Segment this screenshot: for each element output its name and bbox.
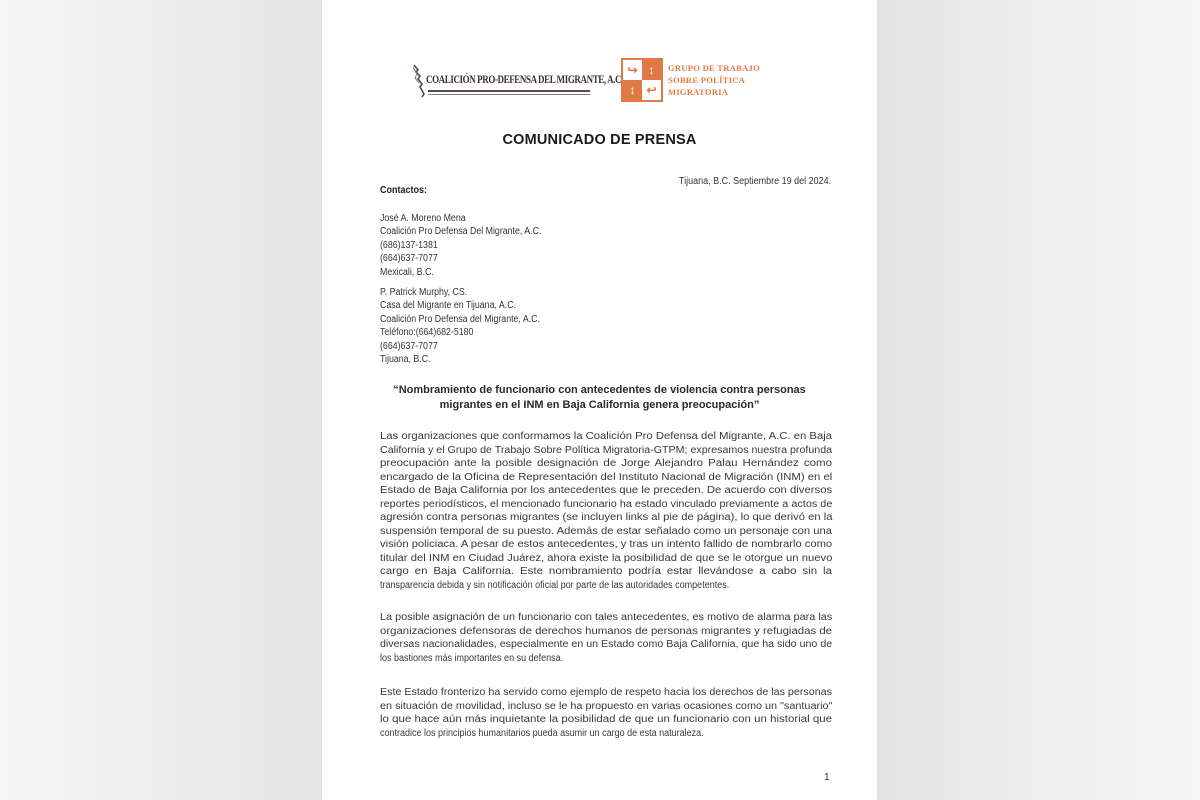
contact-phone: (686)137-1381 bbox=[380, 239, 438, 251]
contact-name: José A. Moreno Mena bbox=[380, 213, 466, 224]
header-logos bbox=[408, 58, 768, 108]
paragraph-line: agresión contra personas migrantes (se incluyen links al pie de página), lo que derivó en la bbox=[380, 512, 833, 524]
arrow-curve-right-icon: ↪ bbox=[623, 60, 642, 80]
contact-phone: (664)637-7077 bbox=[380, 253, 438, 265]
coalicion-logo bbox=[408, 62, 623, 102]
paragraph-line: transparencia debida y sin notificación oficial por parte de las autoridades competentes. bbox=[380, 580, 730, 592]
divider bbox=[428, 94, 590, 95]
headline-line: migrantes en el INM en Baja California genera preocupación” bbox=[439, 399, 760, 411]
paragraph-line: lo que hace aún más inquietante la posibilidad de que un funcionario con un historial que bbox=[380, 714, 832, 726]
paragraph-line: reportes periodísticos, el mencionado funcionario ha estado vinculado previamente a actos de bbox=[380, 498, 833, 510]
paragraph-line: Este Estado fronterizo ha servido como ejemplo de respeto hacia los derechos de las personas bbox=[380, 687, 832, 698]
paragraph-line: La posible asignación de un funcionario con tales antecedentes, es motivo de alarma para las bbox=[380, 612, 833, 623]
gtpm-name-line: SOBRE POLÍTICA bbox=[668, 75, 746, 85]
gtpm-emblem bbox=[621, 58, 663, 102]
body-paragraph-1 bbox=[380, 430, 832, 593]
contact-organization: Coalición Pro Defensa Del Migrante, A.C. bbox=[380, 226, 542, 238]
paragraph-line: California y el Grupo de Trabajo Sobre Política Migratoria-GTPM; expresamos nuestra profunda bbox=[380, 444, 833, 456]
contact-phone: Teléfono:(664)682-5180 bbox=[380, 327, 474, 339]
date-line: Tijuana, B.C. Septiembre 19 del 2024. bbox=[678, 176, 831, 187]
contacts-label: Contactos: bbox=[380, 185, 428, 196]
coalicion-name: COALICIÓN PRO-DEFENSA DEL MIGRANTE, A.C. bbox=[426, 74, 623, 86]
paragraph-line: suspensión temporal de su puesto. Además de estar señalado como un personaje con una bbox=[380, 525, 832, 537]
gtpm-name-line: GRUPO DE TRABAJO bbox=[668, 63, 761, 73]
paragraph-line: contradice los principios humanitarios pueda asumir un cargo de esta naturaleza. bbox=[380, 727, 704, 739]
contact-block-murphy bbox=[380, 286, 562, 366]
feather-quill-icon bbox=[412, 64, 426, 98]
paragraph-line: diversas nacionalidades, especialmente en un Estado como Baja California, que ha sido uno de bbox=[380, 639, 833, 651]
page-number: 1 bbox=[824, 772, 830, 783]
contact-block-moreno bbox=[380, 212, 563, 279]
headline bbox=[362, 383, 837, 413]
paragraph-line: encargado de la Oficina de Representación del Instituto Nacional de Migración (INM) en el bbox=[380, 471, 833, 483]
paragraph-line: titular del INM en Ciudad Juárez, ahora existe la posibilidad de que se le otorgue un nuevo bbox=[380, 552, 833, 564]
contact-city: Tijuana, B.C. bbox=[380, 354, 431, 366]
gtpm-name bbox=[668, 62, 760, 98]
paragraph-line: en situación de movilidad, incluso se le ha propuesto en varias ocasiones como un "santuario" bbox=[380, 700, 833, 712]
gtpm-name-line: MIGRATORIA bbox=[668, 87, 729, 97]
body-paragraph-3 bbox=[380, 686, 832, 740]
contact-phone: (664)637-7077 bbox=[380, 340, 438, 352]
contact-city: Mexicali, B.C. bbox=[380, 266, 434, 278]
paragraph-line: Las organizaciones que conformamos la Coalición Pro Defensa del Migrante, A.C. en Baja bbox=[380, 431, 832, 442]
contact-organization: Casa del Migrante en Tijuana, A.C. bbox=[380, 300, 516, 312]
arrow-up-down-icon: ↕ bbox=[623, 80, 642, 100]
paragraph-line: los bastiones más importantes en su defensa. bbox=[380, 652, 564, 664]
paragraph-line: preocupación ante la posible designación de Jorge Alejandro Palau Hernández como bbox=[380, 458, 832, 470]
page-title: COMUNICADO DE PRENSA bbox=[502, 132, 697, 148]
arrow-curve-left-icon: ↩ bbox=[642, 80, 661, 100]
document-page bbox=[322, 0, 877, 800]
contact-organization: Coalición Pro Defensa del Migrante, A.C. bbox=[380, 313, 540, 325]
gtpm-logo bbox=[621, 58, 771, 108]
paragraph-line: Estado de Baja California por los antecedentes que le preceden. De acuerdo con diversos bbox=[380, 485, 833, 497]
arrow-up-down-icon: ↕ bbox=[642, 60, 661, 80]
contact-name: P. Patrick Murphy, CS. bbox=[380, 287, 468, 298]
paragraph-line: visión policiaca. A pesar de estos antecedentes, y tras un intento fallido de nombrarlo como bbox=[380, 539, 833, 551]
paragraph-line: organizaciones defensoras de derechos humanos de personas migrantes y refugiadas de bbox=[380, 625, 832, 637]
paragraph-line: cargo en Baja California. Este nombramiento podría estar llevándose a cabo sin la bbox=[380, 566, 832, 578]
divider bbox=[428, 90, 590, 92]
headline-line: “Nombramiento de funcionario con antecedentes de violencia contra personas bbox=[393, 384, 806, 396]
body-paragraph-2 bbox=[380, 611, 832, 665]
